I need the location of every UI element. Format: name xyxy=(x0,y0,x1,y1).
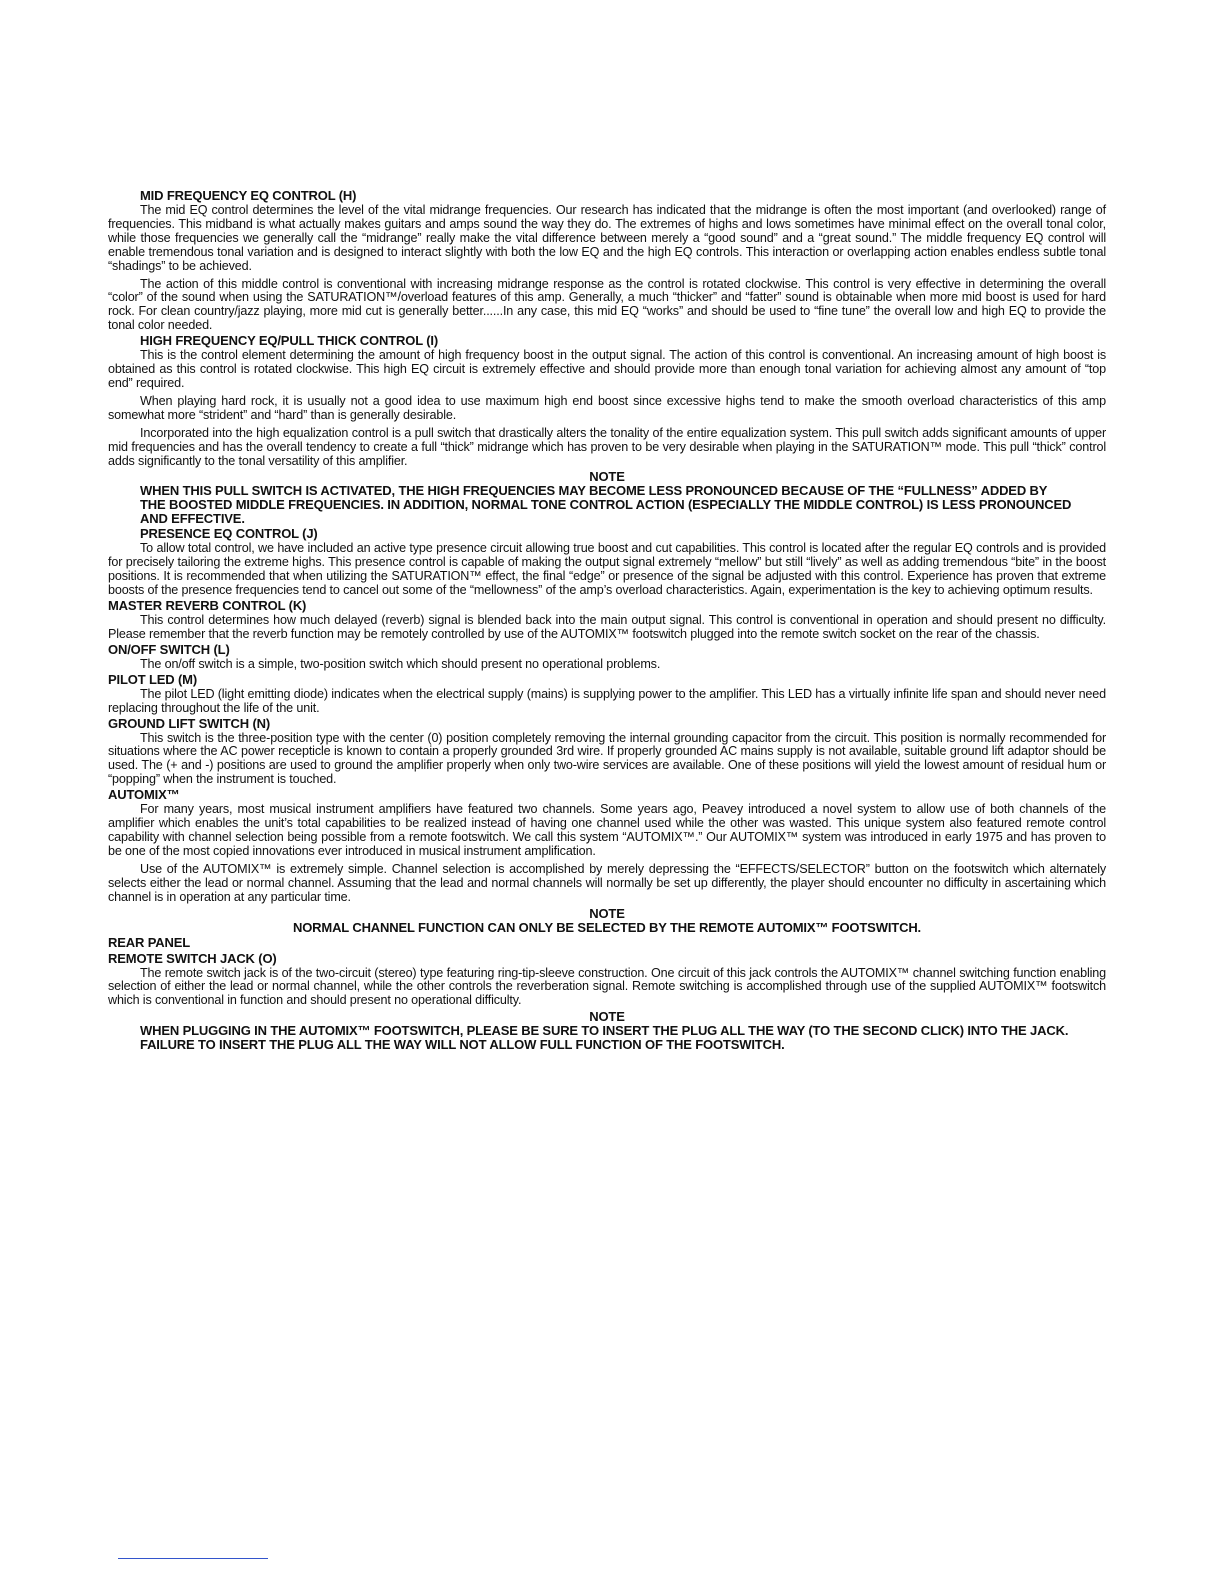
note-body-remote-jack: WHEN PLUGGING IN THE AUTOMIX™ FOOTSWITCH, PLEASE BE SURE TO INSERT THE PLUG ALL THE WAY (TO THE SECOND CLICK) INTO THE JACK. FAILURE TO INSERT THE PLUG ALL THE WAY WILL NOT ALLOW FULL FUNCTION OF THE FOOTSWITCH. xyxy=(140,1023,1069,1053)
manual-page xyxy=(108,188,1106,1052)
paragraph-high-eq-2: When playing hard rock, it is usually not a good idea to use maximum high end boost since excessive highs tend to make the smooth overload characteristics of this amp somewhat more “strident” and “hard” than is generally desirable. xyxy=(108,393,1106,422)
note-title-remote-jack: NOTE xyxy=(589,1009,625,1025)
section-heading-high-eq: HIGH FREQUENCY EQ/PULL THICK CONTROL (I) xyxy=(140,333,439,349)
paragraph-presence-1: To allow total control, we have included an active type presence circuit allowing true boost and cut capabilities. This control is located after the regular EQ controls and is provided for precisely tailoring the extreme highs. This presence control is capable of making the output signal extremely “mellow” but still “lively” as well as adding tremendous “bite” in the boost positions. It is recommended that when utilizing the SATURATION™ effect, the final “edge” or presence of the signal be adjusted with this control. Experience has proven that extreme boosts of the presence frequencies tend to cancel out some of the “mellowness” of the amp’s overload characteristics. Again, experimentation is the key to achieving optimum results. xyxy=(108,541,1106,598)
paragraph-remote-jack-1: The remote switch jack is of the two-circuit (stereo) type featuring ring-tip-sleeve construction. One circuit of this jack controls the AUTOMIX™ channel switching function enabling selection of either the lead or normal channel, while the other controls the reverberation signal. Remote switching is accomplished through use of the supplied AUTOMIX™ footswitch which is conventional in function and should present no operational difficulty. xyxy=(108,965,1106,1008)
section-heading-reverb: MASTER REVERB CONTROL (K) xyxy=(108,598,307,614)
paragraph-automix-1: For many years, most musical instrument amplifiers have featured two channels. Some years ago, Peavey introduced a novel system to allow use of both channels of the amplifier which enables the unit’s total capabilities to be realized instead of having one channel used while the other was wasted. This unique system also featured remote control capability with channel selection being possible from a remote footswitch. We call this system “AUTOMIX™.” Our AUTOMIX™ system was introduced in early 1975 and has proven to be one of the most copied innovations ever introduced in musical instrument amplification. xyxy=(108,802,1106,858)
paragraph-pilot-led-1: The pilot LED (light emitting diode) indicates when the electrical supply (mains) is supplying power to the amplifier. This LED has a virtually infinite life span and should never need replacing throughout the life of the unit. xyxy=(108,686,1106,715)
paragraph-onoff-1: The on/off switch is a simple, two-position switch which should present no operational problems. xyxy=(140,656,661,671)
note-title-automix: NOTE xyxy=(589,905,625,921)
note-body-high-eq: WHEN THIS PULL SWITCH IS ACTIVATED, THE HIGH FREQUENCIES MAY BECOME LESS PRONOUNCED BECAUSE OF THE “FULLNESS” ADDED BY THE BOOSTED MIDDLE FREQUENCIES. IN ADDITION, NORMAL TONE CONTROL ACTION (ESPECIALLY THE MIDDLE CONTROL) IS LESS PRONOUNCED AND EFFECTIVE. xyxy=(140,483,1072,527)
paragraph-automix-2: Use of the AUTOMIX™ is extremely simple. Channel selection is accomplished by merely depressing the “EFFECTS/SELECTOR” button on the footswitch which alternately selects either the lead or normal channel. Assuming that the lead and normal channels will normally be set up differently, the player should encounter no difficulty in ascertaining which channel is in operation at any particular time. xyxy=(108,861,1106,904)
section-heading-pilot-led: PILOT LED (M) xyxy=(108,671,198,687)
paragraph-mid-eq-2: The action of this middle control is conventional with increasing midrange response as the control is rotated clockwise. This control is very effective in determining the overall “color” of the sound when using the SATURATION™/overload features of this amp. Generally, a much “thicker” and “fatter” sound is obtainable when more mid boost is used for hard rock. For clean country/jazz playing, more mid cut is generally better......In any case, this mid EQ “works” and should be used to “fine tune” the overall low and high EQ to provide the tonal color needed. xyxy=(108,276,1106,333)
section-heading-automix: AUTOMIX™ xyxy=(108,787,180,803)
paragraph-high-eq-3: Incorporated into the high equalization control is a pull switch that drastically alters the tonality of the entire equalization system. This pull switch adds significant amounts of upper mid frequencies and has the overall tendency to create a full “thick” midrange which has proven to be very desirable when playing in the SATURATION™ mode. This pull “thick” control adds significantly to the tonal versatility of this amplifier. xyxy=(108,425,1106,468)
paragraph-mid-eq-1: The mid EQ control determines the level of the vital midrange frequencies. Our research has indicated that the midrange is often the most important (and overlooked) range of frequencies. This midband is what actually makes guitars and amps sound the way they do. The extremes of highs and lows sometimes have minimal effect on the overall tonal color, while those frequencies we generally call the “midrange” really make the vital difference between merely a “good sound” and a “great sound.” The middle frequency EQ control will enable tremendous tonal variation and is designed to interact slightly with both the low EQ and the high EQ controls. This interaction or overlapping action enables endless subtle tonal “shadings” to be achieved. xyxy=(108,203,1106,273)
note-title-high-eq: NOTE xyxy=(589,469,625,485)
paragraph-ground-lift-1: This switch is the three-position type with the center (0) position completely removing the internal grounding capacitor from the circuit. This position is normally recommended for situations where the AC power recepticle is known to contain a properly grounded 3rd wire. If properly grounded AC mains supply is not available, suitable ground lift adaptor should be used. The (+ and -) positions are used to ground the amplifier properly when only two-wire services are available. One of these positions will yield the lowest amount of residual hum or “popping” when the instrument is touched. xyxy=(108,730,1106,787)
paragraph-high-eq-1: This is the control element determining the amount of high frequency boost in the output signal. The action of this control is conventional. An increasing amount of high boost is obtained as this control is rotated clockwise. This high EQ circuit is extremely effective and should provide more than enough tonal variation for achieving almost any amount of “top end” required. xyxy=(108,348,1106,390)
paragraph-reverb-1: This control determines how much delayed (reverb) signal is blended back into the main output signal. This control is conventional in operation and should present no difficulty. Please remember that the reverb function may be remotely controlled by use of the AUTOMIX™ footswitch plugged into the remote switch socket on the rear of the chassis. xyxy=(108,613,1106,641)
section-heading-remote-jack: REMOTE SWITCH JACK (O) xyxy=(108,950,277,966)
footer-rule xyxy=(118,1558,268,1559)
note-body-automix: NORMAL CHANNEL FUNCTION CAN ONLY BE SELECTED BY THE REMOTE AUTOMIX™ FOOTSWITCH. xyxy=(292,919,922,935)
section-heading-onoff: ON/OFF SWITCH (L) xyxy=(108,641,230,657)
section-heading-presence: PRESENCE EQ CONTROL (J) xyxy=(140,526,318,542)
section-heading-mid-eq: MID FREQUENCY EQ CONTROL (H) xyxy=(140,188,357,203)
section-heading-rear-panel: REAR PANEL xyxy=(108,934,191,950)
section-heading-ground-lift: GROUND LIFT SWITCH (N) xyxy=(108,715,271,731)
